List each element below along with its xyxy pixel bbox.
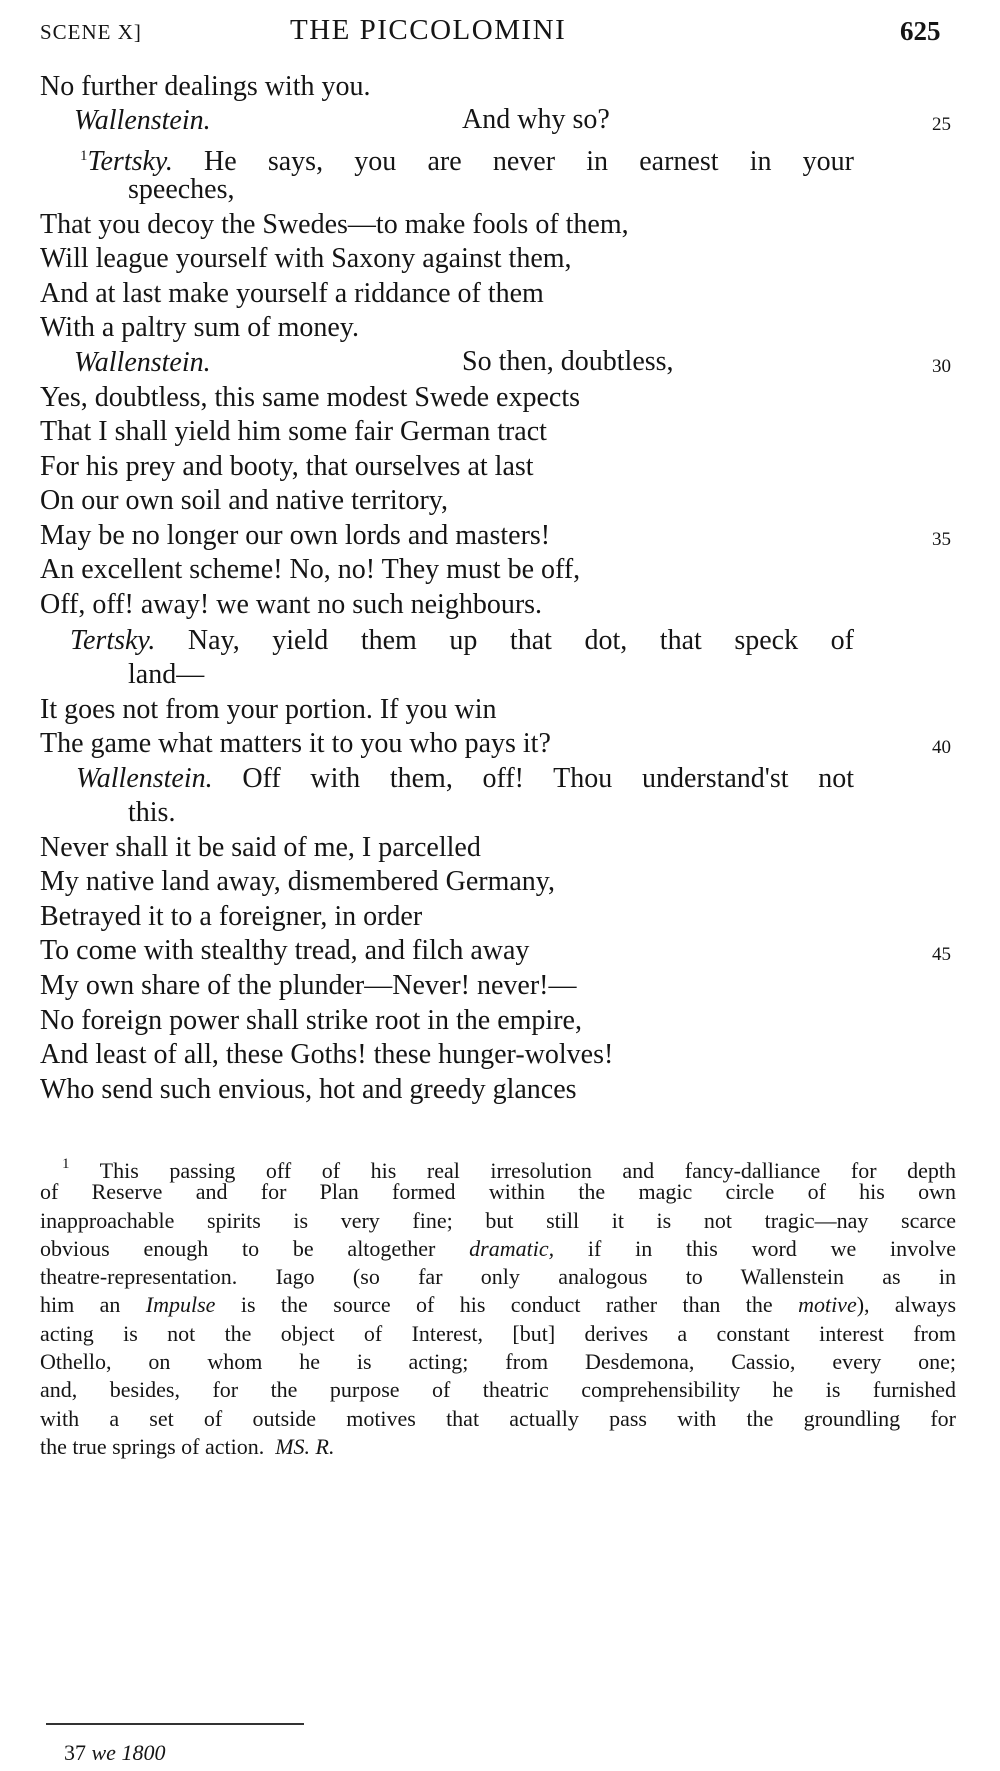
footnote-marker: 1: [80, 148, 88, 164]
verse-line: That you decoy the Swedes—to make fools of them,: [40, 209, 629, 240]
variant-text: we 1800: [91, 1740, 166, 1765]
verse-text: Off with them, off! Thou understand'st not: [242, 763, 854, 794]
footnote-italic: dramatic,: [469, 1235, 555, 1261]
footnote-text: if in this word we involve: [587, 1235, 956, 1261]
verse-text: And why so?: [462, 104, 610, 135]
verse-continuation: speeches,: [128, 174, 235, 205]
line-number: 30: [932, 356, 951, 377]
speaker-name: Tertsky.: [70, 625, 156, 656]
verse-line: Yes, doubtless, this same modest Swede expects: [40, 382, 580, 413]
running-title: THE PICCOLOMINI: [290, 14, 567, 46]
footnote-rule: [46, 1723, 304, 1725]
footnote-line: [40, 1433, 956, 1461]
verse-line: For his prey and booty, that ourselves at last: [40, 451, 534, 482]
footnote-line: theatre-representation. Iago (so far only analogous to Wallenstein as in: [40, 1264, 956, 1290]
footnote-text: is the source of his conduct rather than the: [240, 1292, 773, 1318]
scene-label: SCENE X]: [40, 20, 142, 44]
footnote-line: acting is not the object of Interest, [but] derives a constant interest from: [40, 1320, 956, 1346]
verse-line: Betrayed it to a foreigner, in order: [40, 901, 423, 932]
verse-line: With a paltry sum of money.: [40, 312, 359, 343]
footnote-line: inapproachable spirits is very fine; but still it is not tragic—nay scarce: [40, 1207, 956, 1233]
speaker-wallenstein: [74, 346, 211, 380]
verse-text: He says, you are never in earnest in your: [204, 146, 854, 177]
verse-line: Never shall it be said of me, I parcelled: [40, 832, 481, 863]
verse-text: So then, doubtless,: [462, 346, 674, 377]
verse-line: [76, 762, 854, 796]
verse-line: No foreign power shall strike root in the empire,: [40, 1005, 582, 1036]
footnote-text: him an: [40, 1292, 121, 1318]
footnote-line: and, besides, for the purpose of theatric comprehensibility he is furnished: [40, 1377, 956, 1403]
verse-line: My own share of the plunder—Never! never!—: [40, 970, 577, 1001]
verse-line: And at last make yourself a riddance of them: [40, 278, 544, 309]
speaker-name: Wallenstein.: [74, 347, 211, 378]
footnote-line: [40, 1291, 956, 1319]
verse-line: [70, 624, 854, 658]
footnote-text: ), always: [856, 1292, 957, 1318]
footnote-text: This passing off of his real irresolution and fancy-dalliance for depth: [99, 1158, 956, 1183]
speaker-name: Wallenstein.: [74, 105, 211, 136]
verse-continuation: this.: [128, 797, 176, 828]
line-number: 45: [932, 944, 951, 965]
footnote: [40, 1150, 956, 1461]
footnote-italic: Impulse: [145, 1292, 216, 1318]
footnote-line: Othello, on whom he is acting; from Desdemona, Cassio, every one;: [40, 1349, 956, 1375]
verse-line: Off, off! away! we want no such neighbours.: [40, 589, 543, 620]
line-number: 35: [932, 529, 951, 550]
verse-line: It goes not from your portion. If you win: [40, 694, 497, 725]
verse-line: On our own soil and native territory,: [40, 485, 448, 516]
verse-line: Who send such envious, hot and greedy glances: [40, 1074, 577, 1105]
footnote-italic: motive: [798, 1292, 857, 1318]
verse-line: That I shall yield him some fair German tract: [40, 416, 547, 447]
verse-line: May be no longer our own lords and masters!: [40, 520, 551, 551]
footnote-line: of Reserve and for Plan formed within the magic circle of his own: [40, 1179, 956, 1205]
page-number: 625: [900, 16, 941, 46]
variant-reading: [64, 1740, 165, 1766]
verse-line: Will league yourself with Saxony against them,: [40, 243, 572, 274]
footnote-italic: MS. R.: [275, 1433, 335, 1459]
verse-text: Nay, yield them up that dot, that speck of: [187, 625, 854, 656]
verse-line: No further dealings with you.: [40, 71, 371, 102]
verse-line: The game what matters it to you who pays it?: [40, 728, 551, 759]
verse-line: My native land away, dismembered Germany,: [40, 866, 555, 897]
footnote-marker: 1: [62, 1156, 70, 1172]
verse-line: To come with stealthy tread, and filch away: [40, 935, 530, 966]
speaker-wallenstein: [74, 104, 211, 138]
verse-continuation: land—: [128, 659, 205, 690]
variant-line-number: 37: [64, 1740, 86, 1765]
line-number: 25: [932, 114, 951, 135]
verse-line: And least of all, these Goths! these hunger-wolves!: [40, 1039, 614, 1070]
footnote-text: the true springs of action.: [40, 1433, 265, 1459]
line-number: 40: [932, 737, 951, 758]
footnote-line: [40, 1235, 956, 1263]
speaker-name: Wallenstein.: [76, 763, 213, 794]
speaker-name: Tertsky.: [87, 146, 173, 177]
footnote-text: obvious enough to be altogether: [40, 1235, 436, 1261]
footnote-line: [40, 1150, 956, 1183]
verse-line: An excellent scheme! No, no! They must be off,: [40, 554, 581, 585]
footnote-line: with a set of outside motives that actually pass with the groundling for: [40, 1405, 956, 1431]
